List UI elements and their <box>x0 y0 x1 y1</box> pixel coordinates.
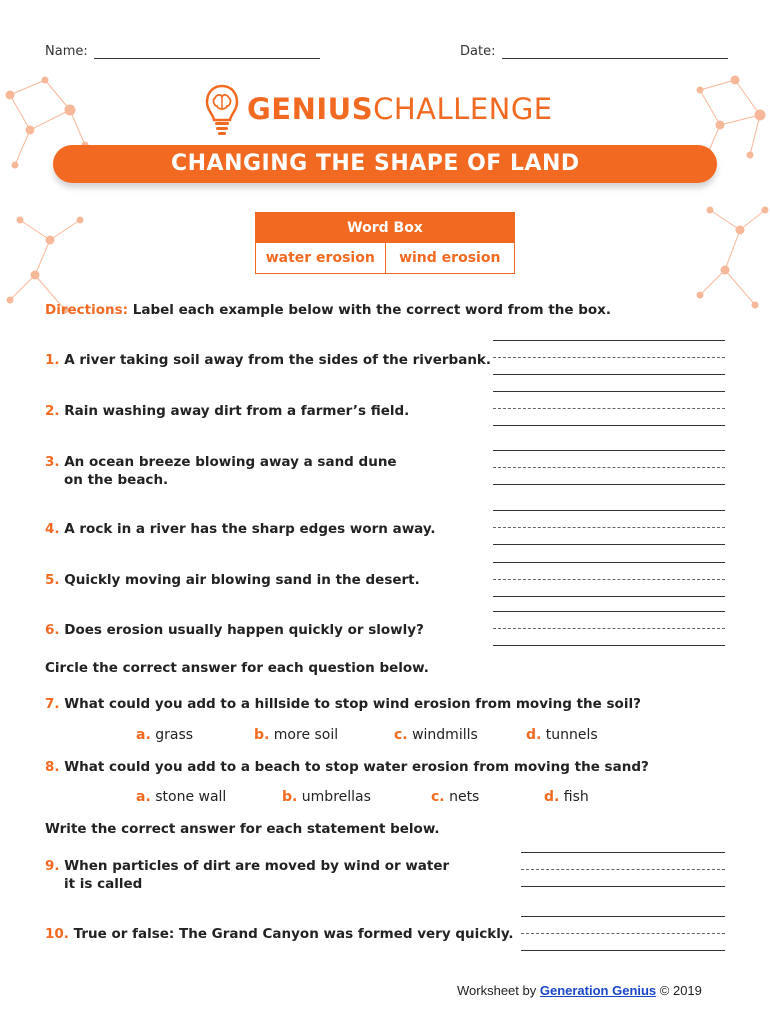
option-text: tunnels <box>545 727 598 743</box>
molecule-decoration-right <box>680 70 770 330</box>
answer-line <box>493 374 725 375</box>
option-text: grass <box>155 727 194 743</box>
statement-number: 9. <box>45 858 60 874</box>
option-letter: c. <box>431 789 445 805</box>
logo-word-genius: GENIUS <box>247 92 374 126</box>
answer-dashed-line <box>493 467 725 468</box>
footer-suffix: © 2019 <box>656 983 702 998</box>
option-8a[interactable] <box>136 789 226 805</box>
option-letter: b. <box>282 789 298 805</box>
footer-prefix: Worksheet by <box>457 983 540 998</box>
option-7a[interactable] <box>136 727 193 743</box>
question-4 <box>45 520 436 538</box>
question-number: 7. <box>45 696 60 712</box>
question-text: An ocean breeze blowing away a sand dune <box>64 454 397 470</box>
section-instruction-circle: Circle the correct answer for each question below. <box>45 660 429 676</box>
answer-line <box>493 340 725 341</box>
question-text: A rock in a river has the sharp edges worn away. <box>64 521 436 537</box>
question-text: A river taking soil away from the sides of the riverbank. <box>64 352 492 368</box>
statement-9 <box>45 857 449 893</box>
option-letter: d. <box>544 789 560 805</box>
question-number: 1. <box>45 352 60 368</box>
answer-line <box>493 544 725 545</box>
question-2 <box>45 402 409 420</box>
word-box <box>255 212 515 274</box>
date-label: Date: <box>460 44 496 59</box>
question-number: 8. <box>45 759 60 775</box>
word-box-item: wind erosion <box>385 243 515 273</box>
answer-dashed-line <box>493 357 725 358</box>
lightbulb-brain-icon <box>205 84 239 136</box>
molecule-decoration-left <box>0 70 90 330</box>
answer-dashed-line <box>521 869 725 870</box>
question-number: 2. <box>45 403 60 419</box>
question-number: 4. <box>45 521 60 537</box>
question-number: 6. <box>45 622 60 638</box>
option-text: windmills <box>412 727 478 743</box>
name-label: Name: <box>45 44 88 59</box>
statement-text: When particles of dirt are moved by wind or water <box>64 858 450 874</box>
generation-genius-link[interactable]: Generation Genius <box>539 983 657 998</box>
question-number: 5. <box>45 572 60 588</box>
directions <box>45 301 611 319</box>
option-text: nets <box>449 789 480 805</box>
question-8 <box>45 758 649 776</box>
option-8b[interactable] <box>282 789 371 805</box>
word-box-title: Word Box <box>256 213 514 243</box>
name-field[interactable] <box>45 44 320 59</box>
title-banner <box>53 145 717 183</box>
word-box-item: water erosion <box>265 250 375 266</box>
option-8c[interactable] <box>431 789 479 805</box>
option-letter: b. <box>254 727 270 743</box>
option-7c[interactable] <box>394 727 478 743</box>
question-number: 3. <box>45 454 60 470</box>
question-3 <box>45 453 397 489</box>
question-1 <box>45 351 491 369</box>
option-letter: a. <box>136 789 151 805</box>
question-text: Does erosion usually happen quickly or slowly? <box>64 622 424 638</box>
answer-line <box>521 852 725 853</box>
question-text: What could you add to a hillside to stop wind erosion from moving the soil? <box>64 696 641 712</box>
page-title: CHANGING THE SHAPE OF LAND <box>171 151 580 176</box>
option-7d[interactable] <box>526 727 598 743</box>
answer-line <box>493 510 725 511</box>
answer-dashed-line <box>493 628 725 629</box>
question-text: Quickly moving air blowing sand in the desert. <box>64 572 420 588</box>
answer-dashed-line <box>521 933 725 934</box>
question-text: Rain washing away dirt from a farmer’s field. <box>64 403 410 419</box>
answer-line <box>493 391 725 392</box>
question-6 <box>45 621 424 639</box>
option-letter: a. <box>136 727 151 743</box>
date-line <box>502 44 728 59</box>
question-text-line2: on the beach. <box>64 472 169 488</box>
logo-word-challenge: CHALLENGE <box>373 92 553 126</box>
option-text: more soil <box>273 727 339 743</box>
statement-text: True or false: The Grand Canyon was formed very quickly. <box>73 926 514 942</box>
statement-number: 10. <box>45 926 69 942</box>
name-line <box>94 44 320 59</box>
answer-line <box>493 596 725 597</box>
option-letter: c. <box>394 727 408 743</box>
answer-line <box>493 562 725 563</box>
answer-line <box>521 886 725 887</box>
statement-text-line2: it is called <box>64 876 143 892</box>
answer-line <box>493 484 725 485</box>
section-instruction-write: Write the correct answer for each statement below. <box>45 821 440 837</box>
footer <box>457 983 702 998</box>
question-text: What could you add to a beach to stop water erosion from moving the sand? <box>64 759 649 775</box>
answer-line <box>493 425 725 426</box>
genius-challenge-logo <box>205 84 565 138</box>
question-7 <box>45 695 641 713</box>
statement-10 <box>45 925 514 943</box>
option-7b[interactable] <box>254 727 338 743</box>
answer-line <box>521 916 725 917</box>
answer-line <box>521 950 725 951</box>
directions-text: Label each example below with the correct word from the box. <box>132 302 612 318</box>
option-8d[interactable] <box>544 789 589 805</box>
answer-dashed-line <box>493 579 725 580</box>
option-text: umbrellas <box>301 789 371 805</box>
directions-label: Directions: <box>45 302 129 318</box>
option-text: stone wall <box>155 789 227 805</box>
option-letter: d. <box>526 727 542 743</box>
question-5 <box>45 571 420 589</box>
answer-line <box>493 611 725 612</box>
date-field[interactable] <box>460 44 728 59</box>
answer-dashed-line <box>493 408 725 409</box>
option-text: fish <box>563 789 589 805</box>
answer-dashed-line <box>493 527 725 528</box>
answer-line <box>493 645 725 646</box>
answer-line <box>493 450 725 451</box>
